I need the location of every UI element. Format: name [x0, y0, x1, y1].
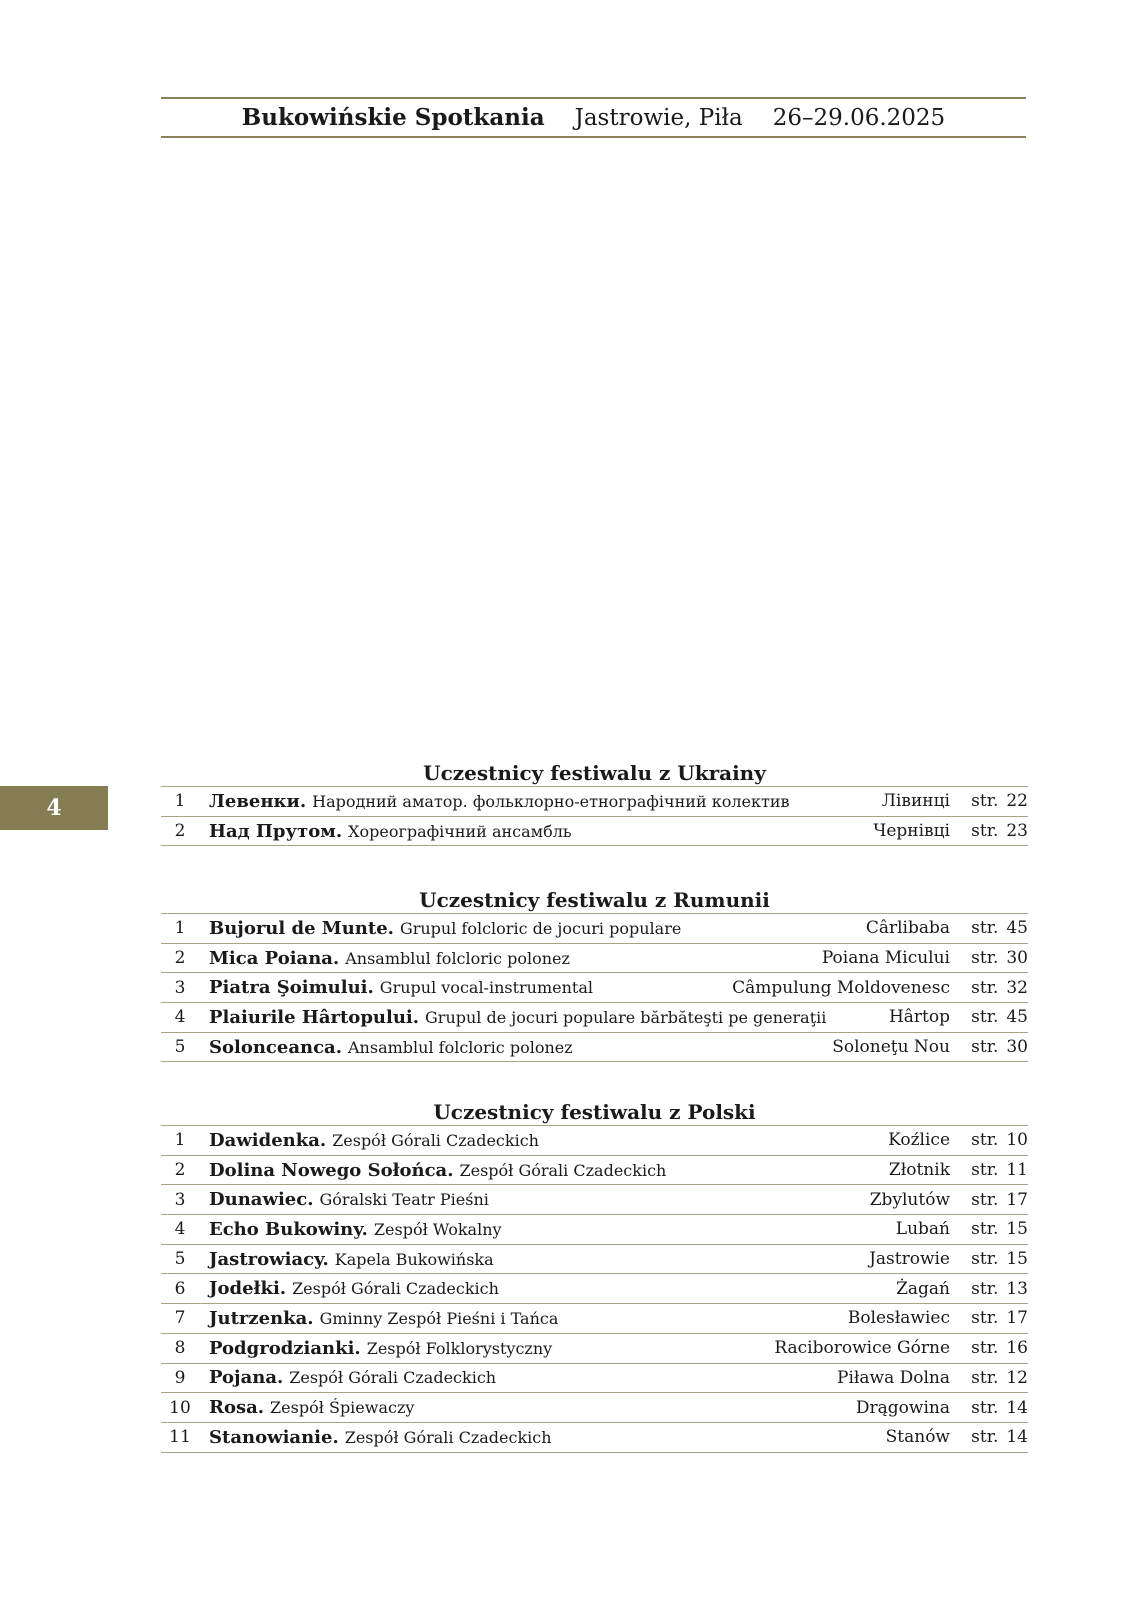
ensemble-description: Zespół Śpiewaczy [270, 1398, 415, 1418]
page-reference [950, 816, 1028, 846]
ensemble-location: Bolesławiec [650, 1304, 950, 1334]
ensemble-description: Góralski Teatr Pieśni [319, 1190, 489, 1210]
ensemble-name: Pojana. [209, 1367, 284, 1389]
ensemble-location: Żagań [650, 1274, 950, 1304]
page-label: str. [971, 1007, 999, 1028]
page-reference [950, 1393, 1028, 1423]
ensemble-name: Plaiurile Hârtopului. [209, 1006, 420, 1028]
page-reference [950, 1274, 1028, 1304]
table-row [161, 1126, 1028, 1156]
page-reference [950, 1003, 1028, 1033]
ensemble-location: Raciborowice Górne [650, 1333, 950, 1363]
page-label: str. [971, 791, 999, 812]
ensemble-cell [205, 943, 650, 973]
ensemble-location: Poiana Micului [650, 943, 950, 973]
page-reference [950, 1304, 1028, 1334]
ensemble-location: Cârlibaba [650, 914, 950, 944]
ensemble-description: Zespół Folklorystyczny [366, 1338, 553, 1358]
page-label: str. [971, 1219, 999, 1240]
ensemble-description: Zespół Górali Czadeckich [344, 1427, 552, 1447]
ensemble-location: Чернівці [650, 816, 950, 846]
table-row [161, 787, 1028, 817]
section-ukraine [161, 760, 1028, 846]
table-row [161, 914, 1028, 944]
row-number: 4 [161, 1003, 205, 1033]
row-number: 8 [161, 1333, 205, 1363]
page-reference [950, 787, 1028, 817]
ensemble-description: Gminny Zespół Pieśni i Tańca [319, 1308, 559, 1328]
page-reference [950, 943, 1028, 973]
ensemble-description: Ansamblul folcloric polonez [348, 1037, 573, 1057]
ensemble-cell [205, 1185, 650, 1215]
ensemble-description: Grupul vocal-instrumental [379, 978, 594, 998]
page-reference [950, 1155, 1028, 1185]
ensemble-location: Stanów [650, 1422, 950, 1452]
ensemble-name: Podgrodzianki. [209, 1337, 361, 1359]
participants-table [161, 1125, 1028, 1453]
row-number: 7 [161, 1304, 205, 1334]
page-value: 12 [1006, 1367, 1028, 1388]
row-number: 1 [161, 914, 205, 944]
row-number: 11 [161, 1422, 205, 1452]
ensemble-description: Народний аматор. фольклорно-етнографічний колектив [312, 791, 790, 811]
participants-table [161, 913, 1028, 1062]
ensemble-description: Grupul folcloric de jocuri populare [399, 918, 682, 938]
page-label: str. [971, 1367, 999, 1388]
ensemble-description: Ansamblul folcloric polonez [345, 948, 570, 968]
table-row [161, 1032, 1028, 1062]
page-label: str. [971, 918, 999, 939]
header-title: Bukowińskie Spotkania [241, 104, 545, 131]
ensemble-cell [205, 1032, 650, 1062]
ensemble-location: Piława Dolna [650, 1363, 950, 1393]
page-label: str. [971, 1160, 999, 1181]
ensemble-name: Левенки. [209, 790, 307, 812]
ensemble-name: Dolina Nowego Sołońca. [209, 1159, 454, 1181]
page-label: str. [971, 1427, 999, 1448]
table-row [161, 1304, 1028, 1334]
ensemble-cell [205, 914, 682, 944]
table-row [161, 1244, 1028, 1274]
page-value: 45 [1006, 1007, 1028, 1028]
page-value: 14 [1006, 1427, 1028, 1448]
ensemble-location: Zbylutów [650, 1185, 950, 1215]
table-row [161, 1393, 1028, 1423]
page-value: 22 [1006, 791, 1028, 812]
ensemble-location: Hârtop [650, 1003, 950, 1033]
ensemble-name: Stanowianie. [209, 1426, 339, 1448]
ensemble-description: Zespół Górali Czadeckich [289, 1368, 497, 1388]
ensemble-cell [205, 1422, 650, 1452]
table-row [161, 1274, 1028, 1304]
row-number: 2 [161, 943, 205, 973]
ensemble-name: Rosa. [209, 1397, 265, 1419]
page-label: str. [971, 1037, 999, 1058]
table-row [161, 1155, 1028, 1185]
page-label: str. [971, 1308, 999, 1329]
ensemble-description: Zespół Górali Czadeckich [292, 1279, 499, 1299]
page-value: 30 [1006, 948, 1028, 969]
page-value: 10 [1006, 1130, 1028, 1151]
row-number: 4 [161, 1215, 205, 1245]
page-label: str. [971, 1397, 999, 1418]
ensemble-name: Piatra Şoimului. [209, 977, 374, 999]
ensemble-cell [205, 1003, 827, 1033]
row-number: 2 [161, 816, 205, 846]
page-reference [950, 1333, 1028, 1363]
page-value: 30 [1006, 1037, 1028, 1058]
ensemble-cell [205, 1126, 650, 1156]
page-value: 45 [1006, 918, 1028, 939]
section-title: Uczestnicy festiwalu z Rumunii [419, 888, 770, 912]
ensemble-cell [205, 1363, 650, 1393]
ensemble-description: Grupul de jocuri populare bărbăteşti pe generaţii [425, 1007, 827, 1027]
row-number: 3 [161, 1185, 205, 1215]
ensemble-description: Zespół Górali Czadeckich [332, 1130, 539, 1150]
row-number: 5 [161, 1244, 205, 1274]
row-number: 3 [161, 973, 205, 1003]
page-reference [950, 973, 1028, 1003]
page-value: 14 [1006, 1397, 1028, 1418]
row-number: 6 [161, 1274, 205, 1304]
ensemble-cell [205, 1274, 650, 1304]
page-reference [950, 1185, 1028, 1215]
page-reference [950, 1422, 1028, 1452]
page-label: str. [971, 1189, 999, 1210]
page-reference [950, 1244, 1028, 1274]
row-number: 1 [161, 787, 205, 817]
row-number: 9 [161, 1363, 205, 1393]
section-romania [161, 887, 1028, 1062]
table-row [161, 1363, 1028, 1393]
row-number: 1 [161, 1126, 205, 1156]
ensemble-cell [205, 787, 790, 817]
page-label: str. [971, 977, 999, 998]
page-value: 15 [1006, 1219, 1028, 1240]
ensemble-cell [205, 1215, 650, 1245]
ensemble-name: Jutrzenka. [209, 1307, 314, 1329]
page-label: str. [971, 821, 999, 842]
page-value: 32 [1006, 977, 1028, 998]
ensemble-description: Zespół Wokalny [373, 1219, 502, 1239]
page-reference [950, 1032, 1028, 1062]
page-reference [950, 1215, 1028, 1245]
ensemble-name: Dunawiec. [209, 1189, 314, 1211]
section-title: Uczestnicy festiwalu z Ukrainy [423, 761, 766, 785]
row-number: 5 [161, 1032, 205, 1062]
section-poland [161, 1099, 1028, 1453]
page-value: 17 [1006, 1308, 1028, 1329]
page-number-tab [0, 786, 108, 830]
page-label: str. [971, 1338, 999, 1359]
table-row [161, 1422, 1028, 1452]
ensemble-location: Drągowina [650, 1393, 950, 1423]
ensemble-location: Лівинці [650, 787, 950, 817]
ensemble-name: Jodełki. [209, 1278, 287, 1300]
page-value: 13 [1006, 1278, 1028, 1299]
table-row [161, 816, 1028, 846]
page-value: 23 [1006, 821, 1028, 842]
table-row [161, 943, 1028, 973]
row-number: 2 [161, 1155, 205, 1185]
page-number: 4 [46, 795, 62, 821]
participants-table [161, 786, 1028, 846]
header-dates: 26–29.06.2025 [772, 104, 946, 131]
ensemble-cell [205, 1244, 650, 1274]
ensemble-name: Jastrowiacy. [209, 1248, 329, 1270]
ensemble-name: Solonceanca. [209, 1036, 342, 1058]
ensemble-name: Echo Bukowiny. [209, 1218, 368, 1240]
ensemble-name: Dawidenka. [209, 1129, 327, 1151]
ensemble-location: Soloneţu Nou [650, 1032, 950, 1062]
ensemble-location: Koźlice [650, 1126, 950, 1156]
ensemble-description: Zespół Górali Czadeckich [459, 1160, 667, 1180]
table-row [161, 1215, 1028, 1245]
ensemble-cell [205, 1304, 650, 1334]
table-row [161, 1003, 1028, 1033]
section-title: Uczestnicy festiwalu z Polski [433, 1100, 756, 1124]
page-label: str. [971, 948, 999, 969]
ensemble-location: Lubań [650, 1215, 950, 1245]
page-value: 16 [1006, 1338, 1028, 1359]
page-reference [950, 1363, 1028, 1393]
table-row [161, 1333, 1028, 1363]
ensemble-cell [205, 1393, 650, 1423]
ensemble-location: Jastrowie [650, 1244, 950, 1274]
page-label: str. [971, 1130, 999, 1151]
page-value: 11 [1006, 1160, 1028, 1181]
page-reference [950, 914, 1028, 944]
ensemble-location: Złotnik [650, 1155, 950, 1185]
header-place: Jastrowie, Piła [574, 104, 743, 131]
page-label: str. [971, 1278, 999, 1299]
table-row [161, 973, 1028, 1003]
ensemble-cell [205, 1333, 650, 1363]
page-label: str. [971, 1249, 999, 1270]
ensemble-name: Mica Poiana. [209, 947, 340, 969]
page-header [161, 97, 1026, 138]
row-number: 10 [161, 1393, 205, 1423]
page-reference [950, 1126, 1028, 1156]
page-value: 15 [1006, 1249, 1028, 1270]
ensemble-cell [205, 973, 650, 1003]
ensemble-location: Câmpulung Moldovenesc [650, 973, 950, 1003]
ensemble-name: Над Прутом. [209, 820, 343, 842]
ensemble-cell [205, 1155, 667, 1185]
ensemble-description: Kapela Bukowińska [334, 1249, 494, 1269]
ensemble-description: Хореографічний ансамбль [348, 821, 572, 841]
page-value: 17 [1006, 1189, 1028, 1210]
table-row [161, 1185, 1028, 1215]
ensemble-name: Bujorul de Munte. [209, 917, 394, 939]
ensemble-cell [205, 816, 650, 846]
